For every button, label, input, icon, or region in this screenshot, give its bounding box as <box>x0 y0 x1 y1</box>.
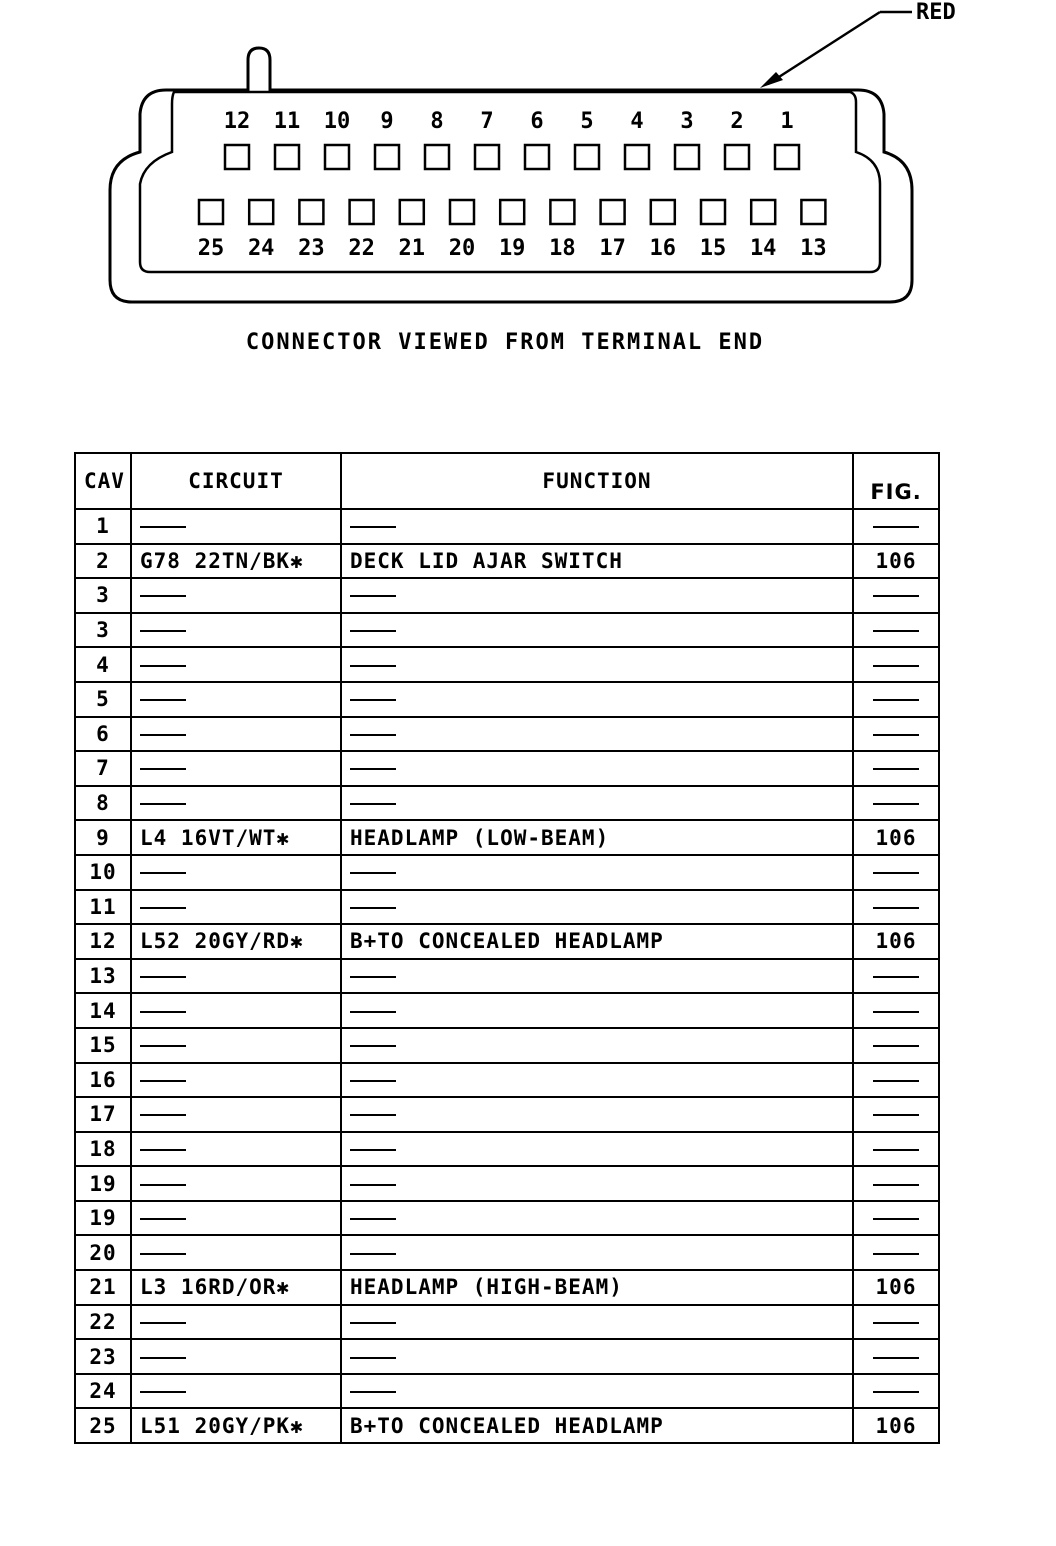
pin-label: 15 <box>699 236 727 261</box>
cav-cell: 11 <box>75 890 131 925</box>
empty-dash <box>873 630 919 632</box>
table-row <box>75 682 939 717</box>
empty-dash <box>873 1322 919 1324</box>
pin-cavity <box>601 200 625 224</box>
empty-dash <box>873 1011 919 1013</box>
cav-cell: 13 <box>75 959 131 994</box>
pin-cavity <box>775 145 799 169</box>
fig-cell: 106 <box>853 1408 939 1443</box>
empty-dash <box>350 1080 396 1082</box>
circuit-cell <box>131 1166 341 1201</box>
function-cell <box>341 1028 853 1063</box>
cav-cell: 16 <box>75 1063 131 1098</box>
empty-dash <box>350 1357 396 1359</box>
empty-dash <box>140 630 186 632</box>
table-row <box>75 613 939 648</box>
table-row <box>75 578 939 613</box>
table-row <box>75 647 939 682</box>
empty-dash <box>140 1357 186 1359</box>
cav-cell: 4 <box>75 647 131 682</box>
fig-cell <box>853 855 939 890</box>
circuit-cell <box>131 1132 341 1167</box>
pin-cavity <box>651 200 675 224</box>
empty-dash <box>873 907 919 909</box>
cav-cell: 20 <box>75 1235 131 1270</box>
cav-cell: 15 <box>75 1028 131 1063</box>
circuit-cell: G78 22TN/BK✱ <box>131 544 341 579</box>
empty-dash <box>873 1149 919 1151</box>
fig-cell <box>853 1339 939 1374</box>
fig-cell: 106 <box>853 924 939 959</box>
cav-cell: 19 <box>75 1201 131 1236</box>
function-cell <box>341 786 853 821</box>
circuit-cell <box>131 509 341 544</box>
fig-cell <box>853 1166 939 1201</box>
function-cell <box>341 1063 853 1098</box>
pin-cavity <box>550 200 574 224</box>
pin-label: 20 <box>448 236 476 261</box>
bottom-pin-row <box>198 200 827 261</box>
pin-label: 7 <box>480 109 494 134</box>
pin-label: 13 <box>800 236 827 261</box>
fig-cell <box>853 1097 939 1132</box>
table-row <box>75 786 939 821</box>
empty-dash <box>140 1080 186 1082</box>
pin-cavity <box>425 145 449 169</box>
pin-label: 8 <box>430 109 444 134</box>
empty-dash <box>350 526 396 528</box>
table-row <box>75 1201 939 1236</box>
circuit-cell <box>131 1339 341 1374</box>
table-row <box>75 855 939 890</box>
function-cell: B+TO CONCEALED HEADLAMP <box>341 924 853 959</box>
empty-dash <box>873 1357 919 1359</box>
pin-cavity <box>450 200 474 224</box>
table-row <box>75 509 939 544</box>
header-fig: FIG. <box>853 453 939 509</box>
pin-cavity <box>225 145 249 169</box>
cav-cell: 25 <box>75 1408 131 1443</box>
fig-cell <box>853 890 939 925</box>
empty-dash <box>350 976 396 978</box>
empty-dash <box>350 803 396 805</box>
fig-cell <box>853 1235 939 1270</box>
empty-dash <box>350 1218 396 1220</box>
function-cell <box>341 578 853 613</box>
function-cell <box>341 509 853 544</box>
cav-cell: 14 <box>75 993 131 1028</box>
pin-label: 24 <box>247 236 275 261</box>
table-row <box>75 890 939 925</box>
empty-dash <box>873 1080 919 1082</box>
connector-diagram <box>0 0 1056 320</box>
circuit-cell <box>131 786 341 821</box>
pin-label: 22 <box>348 236 375 261</box>
pin-label: 21 <box>398 236 426 261</box>
function-cell <box>341 647 853 682</box>
pin-cavity <box>525 145 549 169</box>
fig-cell <box>853 993 939 1028</box>
pin-label: 17 <box>599 236 626 261</box>
circuit-cell <box>131 1374 341 1409</box>
pin-label: 9 <box>380 109 394 134</box>
cav-cell: 1 <box>75 509 131 544</box>
pin-cavity <box>375 145 399 169</box>
empty-dash <box>873 803 919 805</box>
circuit-cell <box>131 717 341 752</box>
empty-dash <box>873 1391 919 1393</box>
empty-dash <box>350 734 396 736</box>
table-row <box>75 993 939 1028</box>
pin-label: 5 <box>580 109 594 134</box>
connector-caption: CONNECTOR VIEWED FROM TERMINAL END <box>245 330 765 355</box>
pin-cavity <box>675 145 699 169</box>
cav-cell: 3 <box>75 613 131 648</box>
fig-cell <box>853 1201 939 1236</box>
fig-cell <box>853 1132 939 1167</box>
cav-cell: 9 <box>75 820 131 855</box>
empty-dash <box>350 1391 396 1393</box>
table-row <box>75 820 939 855</box>
function-cell <box>341 890 853 925</box>
function-cell: HEADLAMP (HIGH-BEAM) <box>341 1270 853 1305</box>
connector-housing <box>110 48 912 302</box>
empty-dash <box>140 1011 186 1013</box>
empty-dash <box>140 665 186 667</box>
fig-cell <box>853 1063 939 1098</box>
table-header-row <box>75 453 939 509</box>
pin-cavity <box>199 200 223 224</box>
pin-label: 11 <box>273 109 301 134</box>
fig-cell <box>853 682 939 717</box>
cav-cell: 3 <box>75 578 131 613</box>
table-row <box>75 1339 939 1374</box>
callout-arrow <box>768 12 880 84</box>
empty-dash <box>140 1045 186 1047</box>
pin-label: 12 <box>223 109 251 134</box>
empty-dash <box>873 1253 919 1255</box>
table-row <box>75 1235 939 1270</box>
empty-dash <box>140 734 186 736</box>
empty-dash <box>873 734 919 736</box>
fig-cell <box>853 717 939 752</box>
empty-dash <box>140 1253 186 1255</box>
empty-dash <box>140 907 186 909</box>
circuit-cell <box>131 993 341 1028</box>
circuit-cell: L3 16RD/OR✱ <box>131 1270 341 1305</box>
cav-cell: 22 <box>75 1305 131 1340</box>
empty-dash <box>350 1149 396 1151</box>
pin-label: 1 <box>780 109 794 134</box>
pin-cavity <box>475 145 499 169</box>
cav-cell: 18 <box>75 1132 131 1167</box>
empty-dash <box>140 1322 186 1324</box>
empty-dash <box>140 1149 186 1151</box>
fig-cell: 106 <box>853 820 939 855</box>
header-function: FUNCTION <box>341 453 853 509</box>
table-row <box>75 1408 939 1443</box>
top-pin-row <box>224 109 799 169</box>
empty-dash <box>140 803 186 805</box>
function-cell <box>341 855 853 890</box>
table-row <box>75 1166 939 1201</box>
empty-dash <box>140 595 186 597</box>
circuit-cell: L51 20GY/PK✱ <box>131 1408 341 1443</box>
cav-cell: 23 <box>75 1339 131 1374</box>
fig-cell <box>853 509 939 544</box>
pin-cavity <box>801 200 825 224</box>
table-row <box>75 959 939 994</box>
function-cell <box>341 1374 853 1409</box>
pin-label: 3 <box>680 109 694 134</box>
fig-cell <box>853 578 939 613</box>
empty-dash <box>873 1045 919 1047</box>
circuit-cell <box>131 855 341 890</box>
pin-label: 18 <box>549 236 576 261</box>
table-row <box>75 1132 939 1167</box>
circuit-cell: L4 16VT/WT✱ <box>131 820 341 855</box>
empty-dash <box>873 1184 919 1186</box>
header-circuit: CIRCUIT <box>131 453 341 509</box>
color-callout: RED <box>916 0 956 25</box>
table-row <box>75 1270 939 1305</box>
cav-cell: 5 <box>75 682 131 717</box>
empty-dash <box>140 699 186 701</box>
pin-label: 10 <box>323 109 351 134</box>
pin-cavity <box>701 200 725 224</box>
circuit-cell <box>131 751 341 786</box>
circuit-cell <box>131 1305 341 1340</box>
circuit-cell <box>131 647 341 682</box>
function-cell <box>341 1235 853 1270</box>
function-cell <box>341 993 853 1028</box>
fig-cell <box>853 613 939 648</box>
function-cell <box>341 1166 853 1201</box>
table-row <box>75 1305 939 1340</box>
empty-dash <box>350 665 396 667</box>
circuit-cell <box>131 1201 341 1236</box>
table-row <box>75 1063 939 1098</box>
table-body <box>75 509 939 1443</box>
empty-dash <box>350 699 396 701</box>
fig-cell: 106 <box>853 544 939 579</box>
fig-cell <box>853 647 939 682</box>
function-cell <box>341 1201 853 1236</box>
cav-cell: 8 <box>75 786 131 821</box>
pin-cavity <box>249 200 273 224</box>
fig-cell <box>853 959 939 994</box>
table-row <box>75 1028 939 1063</box>
pin-label: 6 <box>530 109 544 134</box>
function-cell: DECK LID AJAR SWITCH <box>341 544 853 579</box>
pin-cavity <box>751 200 775 224</box>
fig-cell <box>853 1028 939 1063</box>
empty-dash <box>140 1391 186 1393</box>
circuit-cell <box>131 1063 341 1098</box>
cav-cell: 12 <box>75 924 131 959</box>
callout-arrowhead <box>760 72 783 88</box>
header-cav: CAV <box>75 453 131 509</box>
pin-label: 19 <box>498 236 526 261</box>
circuit-cell <box>131 1097 341 1132</box>
empty-dash <box>350 768 396 770</box>
pin-cavity <box>325 145 349 169</box>
pin-cavity <box>575 145 599 169</box>
empty-dash <box>140 872 186 874</box>
function-cell <box>341 751 853 786</box>
pin-label: 4 <box>630 109 644 134</box>
empty-dash <box>140 1218 186 1220</box>
empty-dash <box>140 526 186 528</box>
pin-label: 25 <box>197 236 225 261</box>
cav-cell: 19 <box>75 1166 131 1201</box>
pin-cavity <box>725 145 749 169</box>
fig-cell <box>853 786 939 821</box>
fig-cell <box>853 751 939 786</box>
circuit-cell <box>131 959 341 994</box>
function-cell <box>341 1132 853 1167</box>
circuit-cell <box>131 890 341 925</box>
empty-dash <box>873 768 919 770</box>
pin-label: 16 <box>649 236 677 261</box>
cav-cell: 10 <box>75 855 131 890</box>
empty-dash <box>873 872 919 874</box>
empty-dash <box>350 630 396 632</box>
empty-dash <box>140 1184 186 1186</box>
empty-dash <box>350 1011 396 1013</box>
empty-dash <box>350 1184 396 1186</box>
pin-label: 23 <box>298 236 325 261</box>
function-cell <box>341 1305 853 1340</box>
fig-cell <box>853 1374 939 1409</box>
function-cell <box>341 1097 853 1132</box>
table-row <box>75 1097 939 1132</box>
empty-dash <box>140 768 186 770</box>
pin-cavity <box>275 145 299 169</box>
empty-dash <box>140 976 186 978</box>
cav-cell: 21 <box>75 1270 131 1305</box>
pin-label: 14 <box>749 236 777 261</box>
pin-cavity <box>299 200 323 224</box>
empty-dash <box>350 872 396 874</box>
empty-dash <box>350 907 396 909</box>
circuit-cell <box>131 682 341 717</box>
function-cell <box>341 717 853 752</box>
cav-cell: 6 <box>75 717 131 752</box>
fig-cell: 106 <box>853 1270 939 1305</box>
empty-dash <box>873 526 919 528</box>
table-row <box>75 544 939 579</box>
function-cell: HEADLAMP (LOW-BEAM) <box>341 820 853 855</box>
empty-dash <box>873 595 919 597</box>
empty-dash <box>350 1045 396 1047</box>
function-cell <box>341 959 853 994</box>
cav-cell: 24 <box>75 1374 131 1409</box>
table-row <box>75 751 939 786</box>
cav-cell: 17 <box>75 1097 131 1132</box>
table-row <box>75 924 939 959</box>
circuit-cell <box>131 578 341 613</box>
empty-dash <box>350 1114 396 1116</box>
empty-dash <box>873 1218 919 1220</box>
circuit-cell <box>131 613 341 648</box>
cav-cell: 2 <box>75 544 131 579</box>
table-row <box>75 717 939 752</box>
table-row <box>75 1374 939 1409</box>
circuit-cell: L52 20GY/RD✱ <box>131 924 341 959</box>
pinout-table <box>74 452 940 1444</box>
circuit-cell <box>131 1028 341 1063</box>
empty-dash <box>350 1322 396 1324</box>
pin-cavity <box>625 145 649 169</box>
pin-cavity <box>500 200 524 224</box>
empty-dash <box>873 1114 919 1116</box>
function-cell <box>341 613 853 648</box>
function-cell <box>341 682 853 717</box>
circuit-cell <box>131 1235 341 1270</box>
function-cell <box>341 1339 853 1374</box>
empty-dash <box>873 699 919 701</box>
fig-cell <box>853 1305 939 1340</box>
pin-cavity <box>400 200 424 224</box>
function-cell: B+TO CONCEALED HEADLAMP <box>341 1408 853 1443</box>
empty-dash <box>873 665 919 667</box>
empty-dash <box>350 595 396 597</box>
empty-dash <box>140 1114 186 1116</box>
pin-cavity <box>350 200 374 224</box>
cav-cell: 7 <box>75 751 131 786</box>
empty-dash <box>873 976 919 978</box>
empty-dash <box>350 1253 396 1255</box>
pin-label: 2 <box>730 109 744 134</box>
